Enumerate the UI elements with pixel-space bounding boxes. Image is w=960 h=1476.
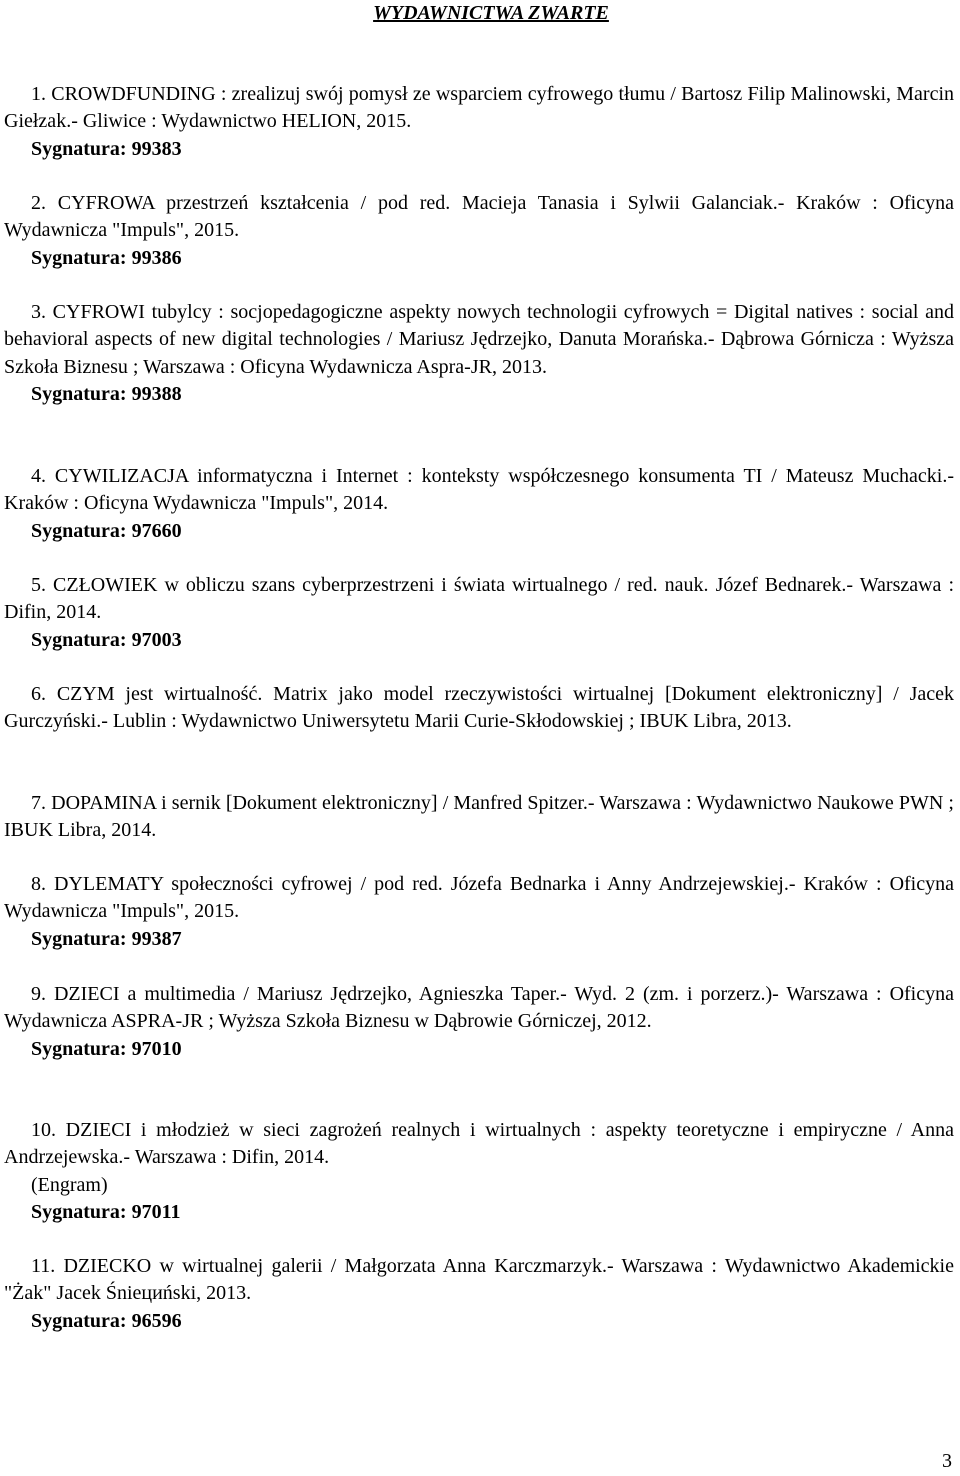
entry-signature: Sygnatura: 99388 [31, 382, 182, 405]
entry-signature: Sygnatura: 99383 [31, 137, 182, 160]
entry-text: 2. CYFROWA przestrzeń kształcenia / pod red. Macieja Tanasia i Sylwii Galanciak.- Kraków : Oficyna Wydawnicza "Impuls", 2015. [4, 192, 954, 242]
entry-text: 9. DZIECI a multimedia / Mariusz Jędrzejko, Agnieszka Taper.- Wyd. 2 (zm. i porzerz.)- Warszawa : Oficyna Wydawnicza ASPRA-JR ; Wyższa Szkoła Biznesu w Dąbrowie Górniczej, 2012. [4, 983, 954, 1033]
entry-11 [4, 1253, 954, 1335]
entry-signature: Sygnatura: 97003 [31, 628, 182, 651]
page-number: 3 [942, 1450, 952, 1472]
entry-text: 8. DYLEMATY społeczności cyfrowej / pod red. Józefa Bednarka i Anny Andrzejewskiej.- Kraków : Oficyna Wydawnicza "Impuls", 2015. [4, 873, 954, 923]
entry-6 [4, 681, 954, 736]
entry-text: 4. CYWILIZACJA informatyczna i Internet : konteksty współczesnego konsumenta TI / Mateusz Muchacki.- Kraków : Oficyna Wydawnicza "Impuls", 2014. [4, 465, 954, 515]
entry-signature: Sygnatura: 97010 [31, 1037, 182, 1060]
entry-7 [4, 790, 954, 845]
entry-signature: Sygnatura: 97011 [31, 1200, 181, 1223]
entry-note: (Engram) [31, 1173, 108, 1196]
entry-9 [4, 981, 954, 1063]
entry-1 [4, 81, 954, 163]
entry-signature: Sygnatura: 97660 [31, 519, 182, 542]
entry-text: 7. DOPAMINA i sernik [Dokument elektroniczny] / Manfred Spitzer.- Warszawa : Wydawnictwo Naukowe PWN ; IBUK Libra, 2014. [4, 792, 954, 842]
entry-text: 5. CZŁOWIEK w obliczu szans cyberprzestrzeni i świata wirtualnego / red. nauk. Józef Bednarek.- Warszawa : Difin, 2014. [4, 574, 954, 624]
entry-text: 6. CZYM jest wirtualność. Matrix jako model rzeczywistości wirtualnej [Dokument elektroniczny] / Jacek Gurczyński.- Lublin : Wydawnictwo Uniwersytetu Marii Curie-Skłodowskiej ; IBUK Libra, 2013. [4, 683, 954, 733]
page-title: WYDAWNICTWA ZWARTE [373, 2, 609, 24]
entry-text: 1. CROWDFUNDING : zrealizuj swój pomysł ze wsparciem cyfrowego tłumu / Bartosz Filip Malinowski, Marcin Giełzak.- Gliwice : Wydawnictwo HELION, 2015. [4, 83, 954, 133]
entry-8 [4, 871, 954, 953]
entry-4 [4, 463, 954, 545]
entry-5 [4, 572, 954, 654]
entry-10 [4, 1117, 954, 1226]
entry-text: 11. DZIECKO w wirtualnej galerii / Małgorzata Anna Karczmarzyk.- Warszawa : Wydawnictwo Akademickie "Żak" Jacek Śniециński, 2013. [4, 1255, 954, 1305]
entry-signature: Sygnatura: 99386 [31, 246, 182, 269]
entry-text: 10. DZIECI i młodzież w sieci zagrożeń realnych i wirtualnych : aspekty teoretyczne i empiryczne / Anna Andrzejewska.- Warszawa : Difin, 2014. [4, 1119, 954, 1169]
entry-signature: Sygnatura: 99387 [31, 927, 182, 950]
entry-3 [4, 299, 954, 408]
entry-signature: Sygnatura: 96596 [31, 1309, 182, 1332]
entry-text: 3. CYFROWI tubylcy : socjopedagogiczne aspekty nowych technologii cyfrowych = Digital natives : social and behavioral aspects of new digital technologies / Mariusz Jędrzejko, Danuta Morańska.- Dąbrowa Górnicza : Wyższa Szkoła Biznesu ; Warszawa : Oficyna Wydawnicza Aspra-JR, 2013. [4, 301, 954, 378]
entry-2 [4, 190, 954, 272]
